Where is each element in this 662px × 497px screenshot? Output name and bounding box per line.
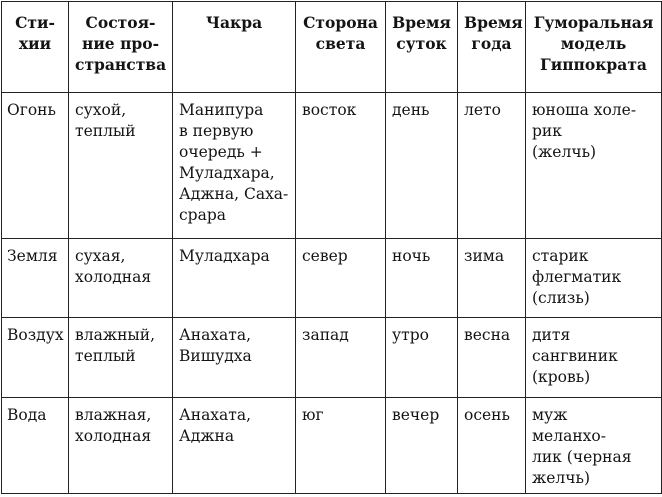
cell-direction: юг (296, 398, 386, 494)
cell-season: лето (458, 93, 526, 239)
header-chakra: Чакра (173, 2, 296, 93)
header-season: Время года (458, 2, 526, 93)
cell-season: зима (458, 239, 526, 318)
cell-element: Воздух (2, 318, 69, 398)
cell-humoral-model: муж меланхо- лик (черная желчь) (526, 398, 662, 494)
cell-time-of-day: ночь (386, 239, 458, 318)
cell-season: осень (458, 398, 526, 494)
cell-chakra: Анахата, Вишудха (173, 318, 296, 398)
cell-direction: запад (296, 318, 386, 398)
cell-element: Огонь (2, 93, 69, 239)
cell-direction: север (296, 239, 386, 318)
header-time-of-day: Время суток (386, 2, 458, 93)
cell-season: весна (458, 318, 526, 398)
table-row (2, 398, 662, 494)
table-row (2, 93, 662, 239)
cell-chakra: Манипура в первую очередь + Муладхара, Аджна, Саха- срара (173, 93, 296, 239)
cell-space-state: сухой, теплый (69, 93, 173, 239)
cell-humoral-model: юноша холе- рик (желчь) (526, 93, 662, 239)
header-space-state: Состоя- ние про- странства (69, 2, 173, 93)
header-cardinal-direction: Сторона света (296, 2, 386, 93)
table-row (2, 318, 662, 398)
cell-humoral-model: старик флегматик (слизь) (526, 239, 662, 318)
cell-time-of-day: день (386, 93, 458, 239)
header-humoral-model: Гуморальная модель Гиппократа (526, 2, 662, 93)
table-row (2, 239, 662, 318)
cell-humoral-model: дитя сангвиник (кровь) (526, 318, 662, 398)
elements-correspondence-table (1, 1, 662, 494)
cell-space-state: сухая, холодная (69, 239, 173, 318)
cell-direction: восток (296, 93, 386, 239)
cell-element: Вода (2, 398, 69, 494)
cell-element: Земля (2, 239, 69, 318)
cell-time-of-day: утро (386, 318, 458, 398)
header-elements: Сти- хии (2, 2, 69, 93)
header-row (2, 2, 662, 93)
cell-chakra: Анахата, Аджна (173, 398, 296, 494)
cell-time-of-day: вечер (386, 398, 458, 494)
cell-chakra: Муладхара (173, 239, 296, 318)
cell-space-state: влажная, холодная (69, 398, 173, 494)
cell-space-state: влажный, теплый (69, 318, 173, 398)
